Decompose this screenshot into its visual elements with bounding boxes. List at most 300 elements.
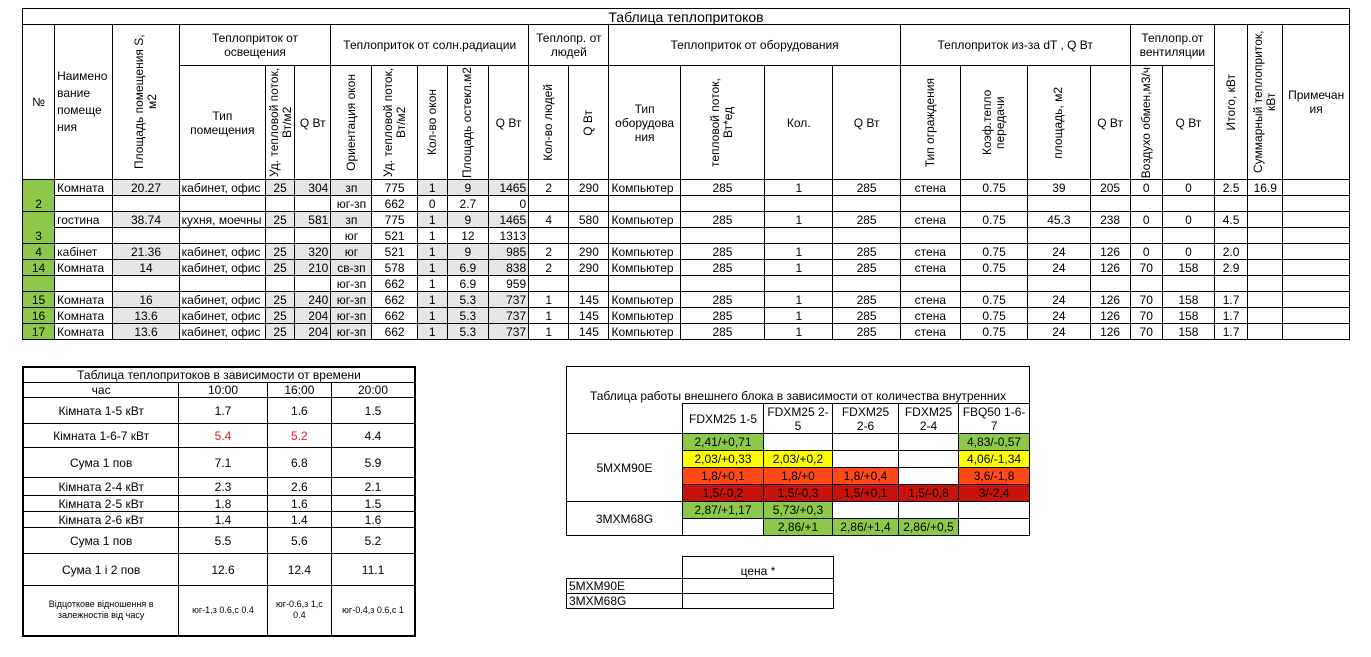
time-16: 16:00 — [267, 383, 331, 398]
time-row-value: 2.3 — [179, 478, 267, 496]
cell-vq: 0 — [1162, 244, 1214, 260]
cell-sc: 1 — [417, 228, 447, 244]
col-equip-type: Тип оборудова ния — [609, 66, 680, 180]
cell-dtt — [900, 276, 960, 292]
cell-pq: 145 — [569, 324, 609, 340]
table-row — [23, 180, 1350, 196]
cell-va: 70 — [1130, 324, 1162, 340]
cell-name: Комната — [55, 292, 113, 308]
cell-sc: 1 — [417, 180, 447, 196]
unit-cell: 5,73/+0,3 — [764, 502, 833, 519]
cell-et: Компьютер — [609, 180, 680, 196]
cell-num: 3 — [23, 212, 55, 244]
col-name: Наимено вание помеще ния — [55, 25, 113, 180]
cell-et — [609, 276, 680, 292]
table-row — [23, 244, 1350, 260]
cell-ltype — [179, 196, 265, 212]
unit-table-title: Таблица работы внешнего блока в зависимости от количества внутренних — [567, 367, 1030, 404]
unit-cell: 1,8/+0 — [764, 468, 833, 485]
table-row — [23, 260, 1350, 276]
cell-eq: 285 — [833, 292, 900, 308]
cell-ltype: кабинет, офис — [179, 292, 265, 308]
cell-dtc — [960, 228, 1027, 244]
cell-sum — [1248, 260, 1283, 276]
cell-lq: 204 — [295, 324, 331, 340]
table-row — [23, 398, 415, 424]
cell-dtq: 238 — [1090, 212, 1130, 228]
cell-pc: 1 — [529, 308, 569, 324]
col-sun-ud: Уд. тепловой поток, Вт/м2 — [380, 67, 408, 178]
cell-eq: 285 — [833, 308, 900, 324]
time-table — [22, 366, 416, 637]
cell-dta: 39 — [1028, 180, 1090, 196]
cell-dtt: стена — [900, 180, 960, 196]
time-table-title: Таблица теплопритоков в зависимости от времени — [23, 367, 415, 383]
cell-ec: 1 — [765, 308, 833, 324]
cell-eq: 285 — [833, 180, 900, 196]
cell-tot: 4.5 — [1215, 212, 1248, 228]
time-row-value: 7.1 — [179, 448, 267, 478]
cell-note — [1283, 228, 1350, 244]
price-row-label: 5MXM90E — [567, 579, 683, 594]
cell-name: Комната — [55, 180, 113, 196]
cell-note — [1283, 276, 1350, 292]
unit-cell — [959, 502, 1030, 519]
cell-lq — [295, 196, 331, 212]
group-lighting: Теплоприток от освещения — [179, 25, 331, 66]
cell-ltype — [179, 276, 265, 292]
cell-sq: 1313 — [488, 228, 528, 244]
cell-pc: 4 — [529, 212, 569, 228]
time-10: 10:00 — [179, 383, 267, 398]
cell-num: 15 — [23, 292, 55, 308]
unit-cell — [833, 502, 899, 519]
table-row — [23, 308, 1350, 324]
cell-tot: 1.7 — [1215, 324, 1248, 340]
cell-sc: 1 — [417, 276, 447, 292]
time-row-value: 1.8 — [179, 496, 267, 512]
cell-va: 70 — [1130, 308, 1162, 324]
cell-va: 70 — [1130, 292, 1162, 308]
cell-pc: 2 — [529, 244, 569, 260]
cell-et: Компьютер — [609, 212, 680, 228]
time-row-value: 1.6 — [332, 512, 415, 528]
cell-et — [609, 228, 680, 244]
cell-vq: 158 — [1162, 308, 1214, 324]
cell-area: 20.27 — [113, 180, 179, 196]
table-row — [23, 292, 1350, 308]
time-row-value: 1.5 — [332, 496, 415, 512]
cell-vq: 158 — [1162, 324, 1214, 340]
cell-dtt: стена — [900, 212, 960, 228]
unit-cell: 1,5/+0,1 — [833, 485, 899, 502]
cell-name — [55, 228, 113, 244]
cell-tot — [1215, 276, 1248, 292]
unit-cell: 1,5/-0,8 — [899, 485, 959, 502]
cell-dta: 24 — [1028, 324, 1090, 340]
cell-sq: 838 — [488, 260, 528, 276]
col-air-exchange: Воздухо обмен,м3/ч — [1138, 66, 1153, 179]
time-row-value: 1.7 — [179, 398, 267, 424]
cell-or: юг — [331, 244, 372, 260]
time-row-value: 11.1 — [332, 554, 415, 586]
time-row-value: 6.8 — [267, 448, 331, 478]
cell-sa: 12 — [447, 228, 488, 244]
cell-sum — [1248, 292, 1283, 308]
unit-cell — [899, 451, 959, 468]
cell-sud: 521 — [372, 228, 417, 244]
cell-lq: 204 — [295, 308, 331, 324]
table-row — [23, 512, 415, 528]
table-row — [23, 324, 1350, 340]
time-row-label: Кімната 1-5 кВт — [23, 398, 179, 424]
time-row-value: 2.6 — [267, 478, 331, 496]
table-row — [23, 276, 1350, 292]
cell-ec: 1 — [765, 324, 833, 340]
cell-ef — [680, 276, 764, 292]
group-dt: Теплоприток из-за dT , Q Вт — [900, 25, 1130, 66]
cell-tot: 2.9 — [1215, 260, 1248, 276]
cell-area — [113, 196, 179, 212]
cell-eq: 285 — [833, 260, 900, 276]
cell-sc: 1 — [417, 292, 447, 308]
cell-dtc: 0.75 — [960, 180, 1027, 196]
unit-col-1: FDXM25 1-5 — [683, 404, 764, 434]
unit-col-5: FBQ50 1-6-7 — [959, 404, 1030, 434]
cell-dta: 24 — [1028, 292, 1090, 308]
cell-or: юг-зп — [331, 324, 372, 340]
cell-va: 70 — [1130, 260, 1162, 276]
cell-et: Компьютер — [609, 244, 680, 260]
cell-dtc: 0.75 — [960, 324, 1027, 340]
group-ventilation: Теплопр.от вентиляции — [1130, 25, 1214, 66]
cell-area: 13.6 — [113, 308, 179, 324]
cell-area: 13.6 — [113, 324, 179, 340]
cell-dtt: стена — [900, 324, 960, 340]
cell-pc: 1 — [529, 292, 569, 308]
cell-vq: 0 — [1162, 212, 1214, 228]
unit-cell: 4,06/-1,34 — [959, 451, 1030, 468]
cell-sa: 5.3 — [447, 324, 488, 340]
cell-num: 4 — [23, 244, 55, 260]
price-value — [683, 594, 834, 609]
col-total: Итого, кВт — [1223, 73, 1238, 131]
cell-sc: 1 — [417, 244, 447, 260]
cell-dta: 24 — [1028, 244, 1090, 260]
cell-sc: 0 — [417, 196, 447, 212]
cell-lq: 320 — [295, 244, 331, 260]
time-row-label: Сума 1 пов — [23, 528, 179, 554]
cell-sud: 578 — [372, 260, 417, 276]
cell-pq: 290 — [569, 244, 609, 260]
cell-ltype: кухня, моечны — [179, 212, 265, 228]
cell-note — [1283, 196, 1350, 212]
cell-dtt — [900, 196, 960, 212]
cell-ltype: кабинет, офис — [179, 244, 265, 260]
ratio-16: юг-0.6,з 1,с 0.4 — [267, 586, 331, 636]
cell-pq — [569, 196, 609, 212]
cell-lq: 304 — [295, 180, 331, 196]
cell-or: зп — [331, 180, 372, 196]
cell-pc — [529, 276, 569, 292]
cell-dta: 24 — [1028, 308, 1090, 324]
heat-gain-table — [22, 8, 1350, 340]
cell-dtt: стена — [900, 260, 960, 276]
time-row-value: 5.2 — [267, 424, 331, 448]
cell-sa: 6.9 — [447, 276, 488, 292]
cell-sud: 662 — [372, 292, 417, 308]
time-row-value: 1.5 — [332, 398, 415, 424]
time-row-value: 1.6 — [267, 398, 331, 424]
col-people-count: Кол-во людей — [541, 84, 556, 161]
cell-sum — [1248, 244, 1283, 260]
table-row — [23, 196, 1350, 212]
cell-lq — [295, 276, 331, 292]
time-row-label: Кімната 2-4 кВт — [23, 478, 179, 496]
col-equip-count: Кол. — [765, 66, 833, 180]
table-row — [23, 478, 415, 496]
col-room-type: Тип помещения — [179, 66, 265, 180]
cell-sq: 737 — [488, 324, 528, 340]
cell-area: 14 — [113, 260, 179, 276]
cell-sum — [1248, 212, 1283, 228]
col-people-q: Q Вт — [581, 109, 596, 136]
cell-ec: 1 — [765, 212, 833, 228]
unit-3mxm68g: 3MXM68G — [567, 502, 683, 536]
cell-dta: 24 — [1028, 260, 1090, 276]
cell-sc: 1 — [417, 212, 447, 228]
cell-or: св-зп — [331, 260, 372, 276]
cell-et: Компьютер — [609, 292, 680, 308]
cell-eq — [833, 276, 900, 292]
cell-sq: 1465 — [488, 212, 528, 228]
cell-sq: 959 — [488, 276, 528, 292]
cell-ec: 1 — [765, 180, 833, 196]
cell-pc: 1 — [529, 324, 569, 340]
cell-sum: 16.9 — [1248, 180, 1283, 196]
col-sun-q: Q Вт — [488, 66, 528, 180]
cell-pq: 290 — [569, 260, 609, 276]
table-row — [23, 448, 415, 478]
cell-area: 21.36 — [113, 244, 179, 260]
cell-tot — [1215, 196, 1248, 212]
cell-ef — [680, 228, 764, 244]
col-vent-q: Q Вт — [1162, 66, 1214, 180]
cell-num: 2 — [23, 180, 55, 212]
unit-cell: 1,5/-0,3 — [764, 485, 833, 502]
col-num: № — [23, 25, 55, 180]
cell-dtq: 126 — [1090, 244, 1130, 260]
table-row — [23, 496, 415, 512]
time-table-hour: час — [23, 383, 179, 398]
cell-sa: 9 — [447, 212, 488, 228]
unit-cell — [959, 519, 1030, 536]
col-equip-q: Q Вт — [833, 66, 900, 180]
time-row-value: 4.4 — [332, 424, 415, 448]
cell-lud: 25 — [266, 308, 295, 324]
cell-pc: 2 — [529, 260, 569, 276]
cell-pq: 290 — [569, 180, 609, 196]
cell-sud: 662 — [372, 276, 417, 292]
cell-lq: 210 — [295, 260, 331, 276]
unit-col-3: FDXM25 2-6 — [833, 404, 899, 434]
cell-dtc: 0.75 — [960, 244, 1027, 260]
table-row — [23, 228, 1350, 244]
cell-eq: 285 — [833, 324, 900, 340]
cell-pq: 145 — [569, 292, 609, 308]
cell-et: Компьютер — [609, 324, 680, 340]
cell-num — [23, 276, 55, 292]
cell-dtt — [900, 228, 960, 244]
time-row-label: Кімната 1-6-7 кВт — [23, 424, 179, 448]
unit-cell: 1,8/+0,4 — [833, 468, 899, 485]
cell-note — [1283, 324, 1350, 340]
unit-col-2: FDXM25 2-5 — [764, 404, 833, 434]
cell-tot — [1215, 228, 1248, 244]
cell-dtq — [1090, 196, 1130, 212]
cell-lud: 25 — [266, 180, 295, 196]
cell-ec: 1 — [765, 292, 833, 308]
col-equip-flow: тепловой поток, Вт*ед — [708, 78, 736, 167]
cell-va — [1130, 196, 1162, 212]
cell-et: Компьютер — [609, 260, 680, 276]
time-row-value: 2.1 — [332, 478, 415, 496]
cell-sud: 662 — [372, 308, 417, 324]
cell-sum — [1248, 308, 1283, 324]
cell-sq: 985 — [488, 244, 528, 260]
cell-dtc: 0.75 — [960, 212, 1027, 228]
cell-sud: 662 — [372, 196, 417, 212]
unit-cell: 4,83/-0,57 — [959, 434, 1030, 451]
unit-cell: 2,86/+1,4 — [833, 519, 899, 536]
unit-cell: 2,87/+1,17 — [683, 502, 764, 519]
cell-name — [55, 196, 113, 212]
cell-va — [1130, 276, 1162, 292]
cell-lq: 240 — [295, 292, 331, 308]
cell-note — [1283, 308, 1350, 324]
cell-lud: 25 — [266, 212, 295, 228]
cell-sc: 1 — [417, 324, 447, 340]
unit-cell: 3/-2,4 — [959, 485, 1030, 502]
cell-vq: 158 — [1162, 292, 1214, 308]
cell-note — [1283, 212, 1350, 228]
cell-pc — [529, 228, 569, 244]
cell-num: 16 — [23, 308, 55, 324]
col-light-ud: Уд. тепловой поток, Вт/м2 — [267, 67, 295, 178]
unit-cell — [764, 434, 833, 451]
cell-dta: 45.3 — [1028, 212, 1090, 228]
cell-sq: 737 — [488, 308, 528, 324]
time-row-label: Кімната 2-5 кВт — [23, 496, 179, 512]
time-row-value: 12.4 — [267, 554, 331, 586]
time-row-value: 1.6 — [267, 496, 331, 512]
col-orientation: Ориентация окон — [343, 74, 358, 171]
unit-cell: 1,8/+0,1 — [683, 468, 764, 485]
cell-tot: 2.0 — [1215, 244, 1248, 260]
unit-cell: 2,86/+0,5 — [899, 519, 959, 536]
cell-sum — [1248, 324, 1283, 340]
cell-ef: 285 — [680, 212, 764, 228]
unit-cell: 2,03/+0,33 — [683, 451, 764, 468]
cell-eq: 285 — [833, 244, 900, 260]
group-people: Теплопр. от людей — [529, 25, 609, 66]
cell-eq: 285 — [833, 212, 900, 228]
price-value — [683, 579, 834, 594]
col-fence-type: Тип ограждения — [922, 77, 937, 168]
cell-va — [1130, 228, 1162, 244]
cell-tot: 1.7 — [1215, 308, 1248, 324]
cell-area — [113, 276, 179, 292]
cell-name: кабінет — [55, 244, 113, 260]
cell-dtt: стена — [900, 308, 960, 324]
outdoor-unit-table — [566, 366, 1030, 536]
cell-name: Комната — [55, 324, 113, 340]
cell-va: 0 — [1130, 244, 1162, 260]
unit-cell — [683, 519, 764, 536]
col-dt-area: площадь, м2 — [1051, 86, 1066, 159]
time-row-label: Сума 1 і 2 пов — [23, 554, 179, 586]
price-table — [566, 556, 834, 609]
cell-eq — [833, 196, 900, 212]
cell-ec: 1 — [765, 260, 833, 276]
ratio-10: юг-1,з 0.6,с 0.4 — [179, 586, 267, 636]
cell-area — [113, 228, 179, 244]
cell-or: юг-зп — [331, 308, 372, 324]
cell-vq — [1162, 276, 1214, 292]
cell-note — [1283, 244, 1350, 260]
cell-ec — [765, 196, 833, 212]
cell-pc — [529, 196, 569, 212]
cell-name: Комната — [55, 260, 113, 276]
col-note: Примечан ия — [1283, 25, 1350, 180]
heat-gain-rows — [23, 180, 1350, 340]
cell-or: юг-зп — [331, 276, 372, 292]
price-row-label: 3MXM68G — [567, 594, 683, 609]
cell-dtc: 0.75 — [960, 292, 1027, 308]
cell-dtq: 205 — [1090, 180, 1130, 196]
cell-pq — [569, 276, 609, 292]
cell-vq: 0 — [1162, 180, 1214, 196]
cell-tot: 1.7 — [1215, 292, 1248, 308]
cell-ec — [765, 228, 833, 244]
cell-dtq: 126 — [1090, 324, 1130, 340]
time-row-value: 5.5 — [179, 528, 267, 554]
cell-dtc — [960, 196, 1027, 212]
cell-name: гостина — [55, 212, 113, 228]
cell-dtc: 0.75 — [960, 260, 1027, 276]
col-sum: Суммарный теплоприток, кВт — [1251, 30, 1279, 174]
group-solar: Теплоприток от солн.радиации — [331, 25, 529, 66]
unit-cell: 2,41/+0,71 — [683, 434, 764, 451]
cell-sa: 5.3 — [447, 292, 488, 308]
cell-note — [1283, 260, 1350, 276]
unit-cell — [899, 468, 959, 485]
cell-ltype: кабинет, офис — [179, 324, 265, 340]
cell-pq: 145 — [569, 308, 609, 324]
group-equipment: Теплоприток от оборудования — [609, 25, 900, 66]
cell-ec: 1 — [765, 244, 833, 260]
cell-ef: 285 — [680, 324, 764, 340]
cell-dtt: стена — [900, 292, 960, 308]
cell-ltype: кабинет, офис — [179, 260, 265, 276]
unit-5mxm90e: 5MXM90E — [567, 434, 683, 502]
cell-sa: 6.9 — [447, 260, 488, 276]
cell-lud: 25 — [266, 260, 295, 276]
cell-tot: 2.5 — [1215, 180, 1248, 196]
cell-sa: 9 — [447, 180, 488, 196]
ratio-20: юг-0.4,з 0.6,с 1 — [332, 586, 415, 636]
time-row-label: Сума 1 пов — [23, 448, 179, 478]
